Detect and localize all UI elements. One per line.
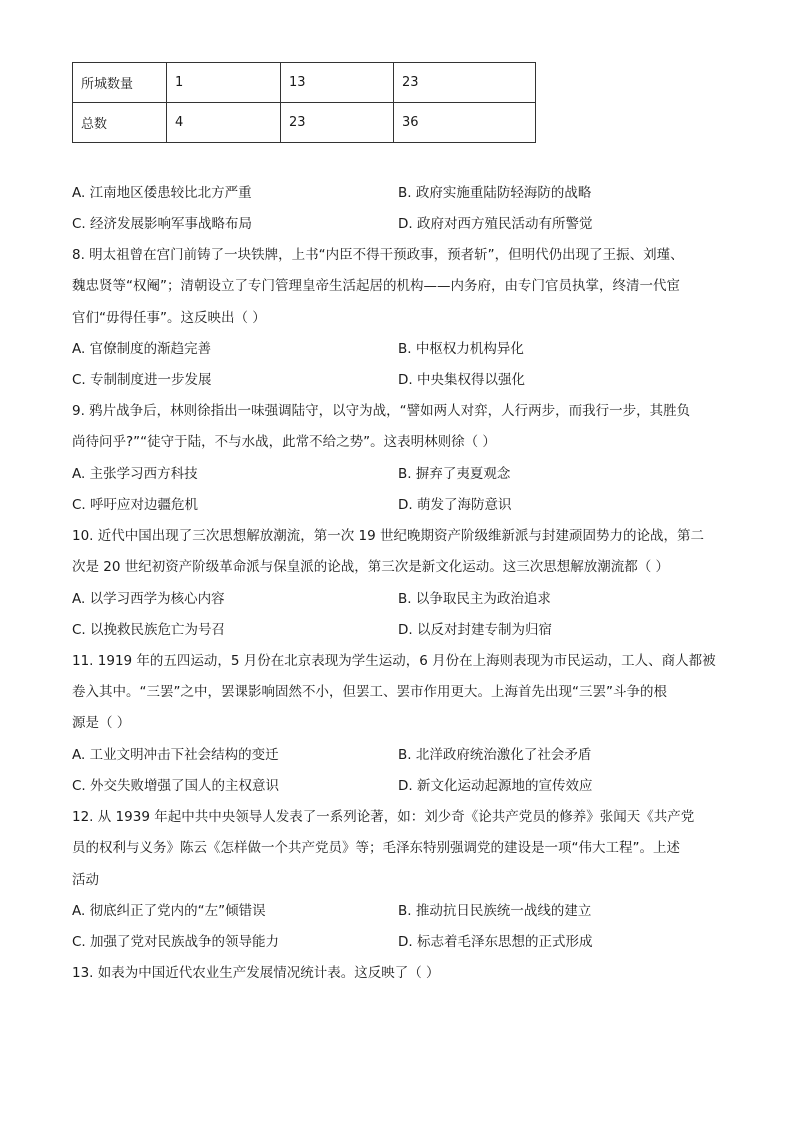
- q8-option-a[interactable]: A. 官僚制度的渐趋完善: [72, 341, 212, 357]
- q10-option-d[interactable]: D. 以反对封建专制为归宿: [398, 622, 552, 638]
- q11-stem-line: 11. 1919 年的五四运动，5 月份在北京表现为学生运动，6 月份在上海则表现为市民运动，工人、商人都被: [72, 653, 716, 669]
- q11-option-a[interactable]: A. 工业文明冲击下社会结构的变迁: [72, 747, 279, 763]
- q11-option-b[interactable]: B. 北洋政府统治激化了社会矛盾: [398, 747, 592, 763]
- table-cell: 4: [167, 103, 281, 143]
- q7-option-b[interactable]: B. 政府实施重陆防轻海防的战略: [398, 185, 592, 201]
- q8-stem-line: 官们“毋得任事”。这反映出（ ）: [72, 310, 266, 326]
- q12-option-d[interactable]: D. 标志着毛泽东思想的正式形成: [398, 934, 593, 950]
- q12-option-c[interactable]: C. 加强了党对民族战争的领导能力: [72, 934, 280, 950]
- q12-stem-line: 活动: [72, 872, 99, 888]
- q12-option-b[interactable]: B. 推动抗日民族统一战线的建立: [398, 903, 592, 919]
- table-cell: 13: [281, 63, 394, 103]
- q12-stem-line: 12. 从 1939 年起中共中央领导人发表了一系列论著，如：刘少奇《论共产党员的修养》张闻天《共产党: [72, 809, 695, 825]
- q13-stem-line: 13. 如表为中国近代农业生产发展情况统计表。这反映了（ ）: [72, 965, 440, 981]
- q10-stem-line: 次是 20 世纪初资产阶级革命派与保皇派的论战，第三次是新文化运动。这三次思想解放潮流都（ ）: [72, 559, 670, 575]
- data-table: [72, 62, 536, 143]
- q8-option-d[interactable]: D. 中央集权得以强化: [398, 372, 525, 388]
- q8-stem-line: 8. 明太祖曾在宫门前铸了一块铁牌，上书“内臣不得干预政事，预者斩”，但明代仍出现了王振、刘瑾、: [72, 247, 684, 263]
- q9-option-c[interactable]: C. 呼吁应对边疆危机: [72, 497, 199, 513]
- q8-option-b[interactable]: B. 中枢权力机构异化: [398, 341, 524, 357]
- q7-option-c[interactable]: C. 经济发展影响军事战略布局: [72, 216, 253, 232]
- q9-option-d[interactable]: D. 萌发了海防意识: [398, 497, 512, 513]
- q7-option-d[interactable]: D. 政府对西方殖民活动有所警觉: [398, 216, 593, 232]
- q11-option-d[interactable]: D. 新文化运动起源地的宣传效应: [398, 778, 593, 794]
- q11-stem-line: 卷入其中。“三罢”之中，罢课影响固然不小，但罢工、罢市作用更大。上海首先出现“三罢”斗争的根: [72, 684, 667, 700]
- q9-stem-line: 尚待问乎?”“徒守于陆，不与水战，此常不给之势”。这表明林则徐（ ）: [72, 434, 496, 450]
- q11-stem-line: 源是（ ）: [72, 715, 131, 731]
- table-row: [73, 103, 536, 143]
- q10-option-b[interactable]: B. 以争取民主为政治追求: [398, 591, 551, 607]
- q10-option-a[interactable]: A. 以学习西学为核心内容: [72, 591, 225, 607]
- q12-stem-line: 员的权利与义务》陈云《怎样做一个共产党员》等；毛泽东特别强调党的建设是一项“伟大工程”。上述: [72, 840, 680, 856]
- table-cell: 23: [394, 63, 536, 103]
- q7-option-a[interactable]: A. 江南地区倭患较比北方严重: [72, 185, 252, 201]
- q11-option-c[interactable]: C. 外交失败增强了国人的主权意识: [72, 778, 280, 794]
- q10-stem-line: 10. 近代中国出现了三次思想解放潮流，第一次 19 世纪晚期资产阶级维新派与封建顽固势力的论战，第二: [72, 528, 705, 544]
- table-cell: 36: [394, 103, 536, 143]
- q8-stem-line: 魏忠贤等“权阉”；清朝设立了专门管理皇帝生活起居的机构——内务府，由专门官员执掌，终清一代宦: [72, 278, 680, 294]
- table-cell: 所城数量: [73, 63, 167, 103]
- q9-option-a[interactable]: A. 主张学习西方科技: [72, 466, 198, 482]
- table-cell: 1: [167, 63, 281, 103]
- table-cell: 总数: [73, 103, 167, 143]
- table-row: [73, 63, 536, 103]
- q12-option-a[interactable]: A. 彻底纠正了党内的“左”倾错误: [72, 903, 266, 919]
- q9-stem-line: 9. 鸦片战争后，林则徐指出一味强调陆守，以守为战，“譬如两人对弈，人行两步，而我行一步，其胜负: [72, 403, 691, 419]
- q8-option-c[interactable]: C. 专制制度进一步发展: [72, 372, 212, 388]
- q10-option-c[interactable]: C. 以挽救民族危亡为号召: [72, 622, 226, 638]
- table-cell: 23: [281, 103, 394, 143]
- q9-option-b[interactable]: B. 摒弃了夷夏观念: [398, 466, 511, 482]
